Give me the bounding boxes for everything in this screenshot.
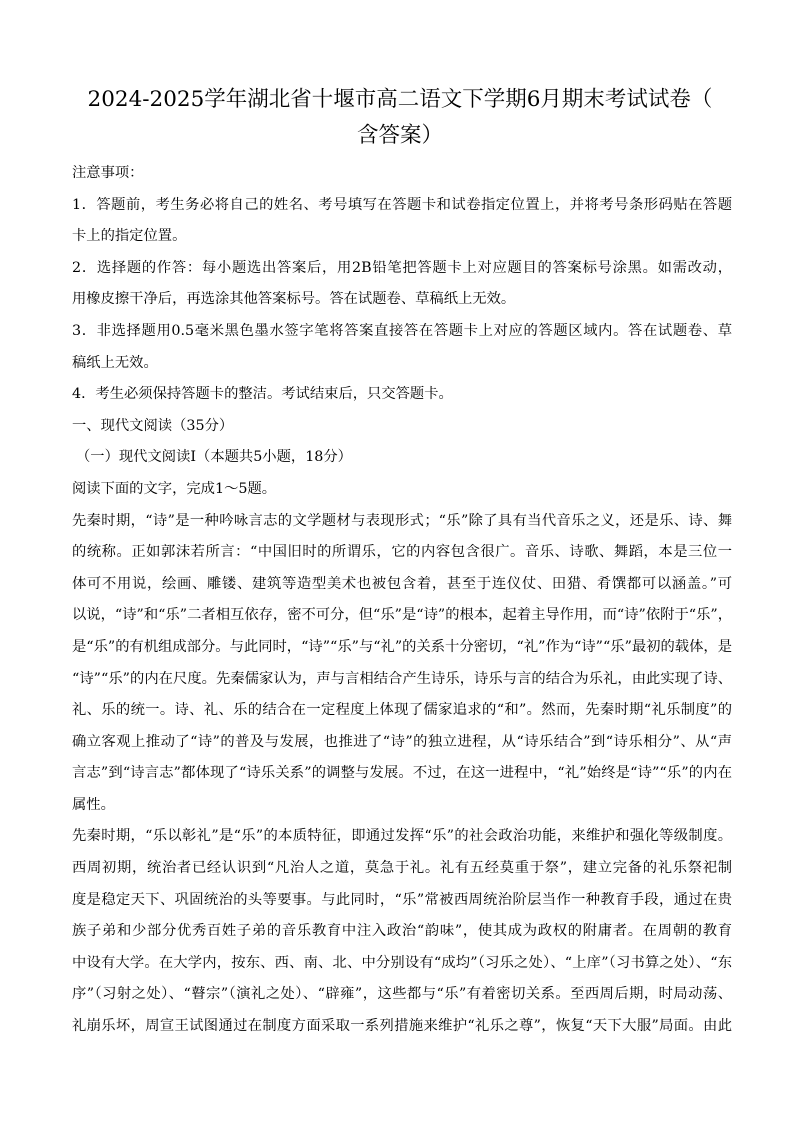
passage-line: 是“乐”的有机组成部分。与此同时，“诗”“乐”与“礼”的关系十分密切，“礼”作为“诗”“乐”最初的载体，是: [72, 638, 732, 655]
passage-line: 确立客观上推动了“诗”的普及与发展，也推进了“诗”的独立进程，从“诗乐结合”到“诗乐相分”、从“声: [72, 733, 732, 750]
reading-instruction: 阅读下面的文字，完成1～5题。: [72, 480, 277, 497]
subsection-heading: （一）现代文阅读Ⅰ（本题共5小题，18分）: [76, 449, 352, 466]
passage-line: 言志”到“诗言志”都体现了“诗乐关系”的调整与发展。不过，在这一进程中，“礼”始终是“诗”“乐”的内在: [72, 765, 732, 782]
notice-item-1-line-2: 卡上的指定位置。: [72, 228, 187, 245]
document-title-line-1: 2024-2025学年湖北省十堰市高二语文下学期6月期末考试试卷（: [87, 87, 713, 112]
passage-line: 的统称。正如郭沫若所言：“中国旧时的所谓乐，它的内容包含很广。音乐、诗歌、舞蹈，本是三位一: [72, 544, 732, 561]
notice-item-1-line-1: 1．答题前，考生务必将自己的姓名、考号填写在答题卡和试卷指定位置上，并将考号条形码贴在答题: [72, 196, 732, 213]
passage-line: 族子弟和少部分优秀百姓子弟的音乐教育中注入政治“韵味”，使其成为政权的附庸者。在周朝的教育: [72, 923, 732, 940]
notice-heading: 注意事项：: [72, 165, 144, 181]
notice-item-4: 4．考生必须保持答题卡的整洁。考试结束后，只交答题卡。: [72, 386, 453, 403]
passage-line: 礼、乐的统一。诗、礼、乐的结合在一定程度上体现了儒家追求的“和”。然而，先秦时期“礼乐制度”的: [72, 702, 732, 719]
passage-line: 先秦时期，“乐以彰礼”是“乐”的本质特征，即通过发挥“乐”的社会政治功能，来维护和强化等级制度。: [72, 828, 732, 845]
notice-item-3-line-2: 稿纸上无效。: [72, 354, 158, 371]
passage-line: 西周初期，统治者已经认识到“凡治人之道，莫急于礼。礼有五经莫重于祭”，建立完备的礼乐祭祀制: [72, 860, 732, 877]
passage-line: 度是稳定天下、巩固统治的头等要事。与此同时，“乐”常被西周统治阶层当作一种教育手段，通过在贵: [72, 891, 732, 908]
passage-line: 体可不用说，绘画、雕镂、建筑等造型美术也被包含着，甚至于连仪仗、田猎、肴馔都可以涵盖。”可: [72, 575, 732, 592]
notice-item-2-line-1: 2．选择题的作答：每小题选出答案后，用2B铅笔把答题卡上对应题目的答案标号涂黑。如需改动，: [72, 259, 732, 276]
passage-line: 序”（习射之处）、“瞽宗”（演礼之处）、“辟雍”，这些都与“乐”有着密切关系。至西周后期，时局动荡、: [72, 986, 732, 1003]
passage-line: 先秦时期，“诗”是一种吟咏言志的文学题材与表现形式；“乐”除了具有当代音乐之义，还是乐、诗、舞: [72, 512, 732, 529]
passage-line: 礼崩乐坏，周宣王试图通过在制度方面采取一系列措施来维护“礼乐之尊”，恢复“天下大服”局面。由此: [72, 1018, 732, 1035]
passage-line: 以说，“诗”和“乐”二者相互依存，密不可分，但“乐”是“诗”的根本，起着主导作用，而“诗”依附于“乐”，: [72, 607, 732, 624]
section-heading: 一、现代文阅读（35分）: [72, 417, 234, 434]
document-title-line-2: 含答案）: [356, 123, 443, 148]
passage-line: “诗”“乐”的内在尺度。先秦儒家认为，声与言相结合产生诗乐，诗乐与言的结合为乐礼，由此实现了诗、: [72, 670, 732, 687]
document-body: [72, 158, 732, 1043]
notice-item-3-line-1: 3．非选择题用0.5毫米黑色墨水签字笔将答案直接答在答题卡上对应的答题区域内。答在试题卷、草: [72, 322, 732, 339]
notice-item-2-line-2: 用橡皮擦干净后，再选涂其他答案标号。答在试题卷、草稿纸上无效。: [72, 291, 516, 308]
passage-line: 中设有大学。在大学内，按东、西、南、北、中分别设有“成均”（习乐之处）、“上庠”（习书算之处）、“东: [72, 954, 732, 971]
passage-line: 属性。: [72, 796, 115, 813]
